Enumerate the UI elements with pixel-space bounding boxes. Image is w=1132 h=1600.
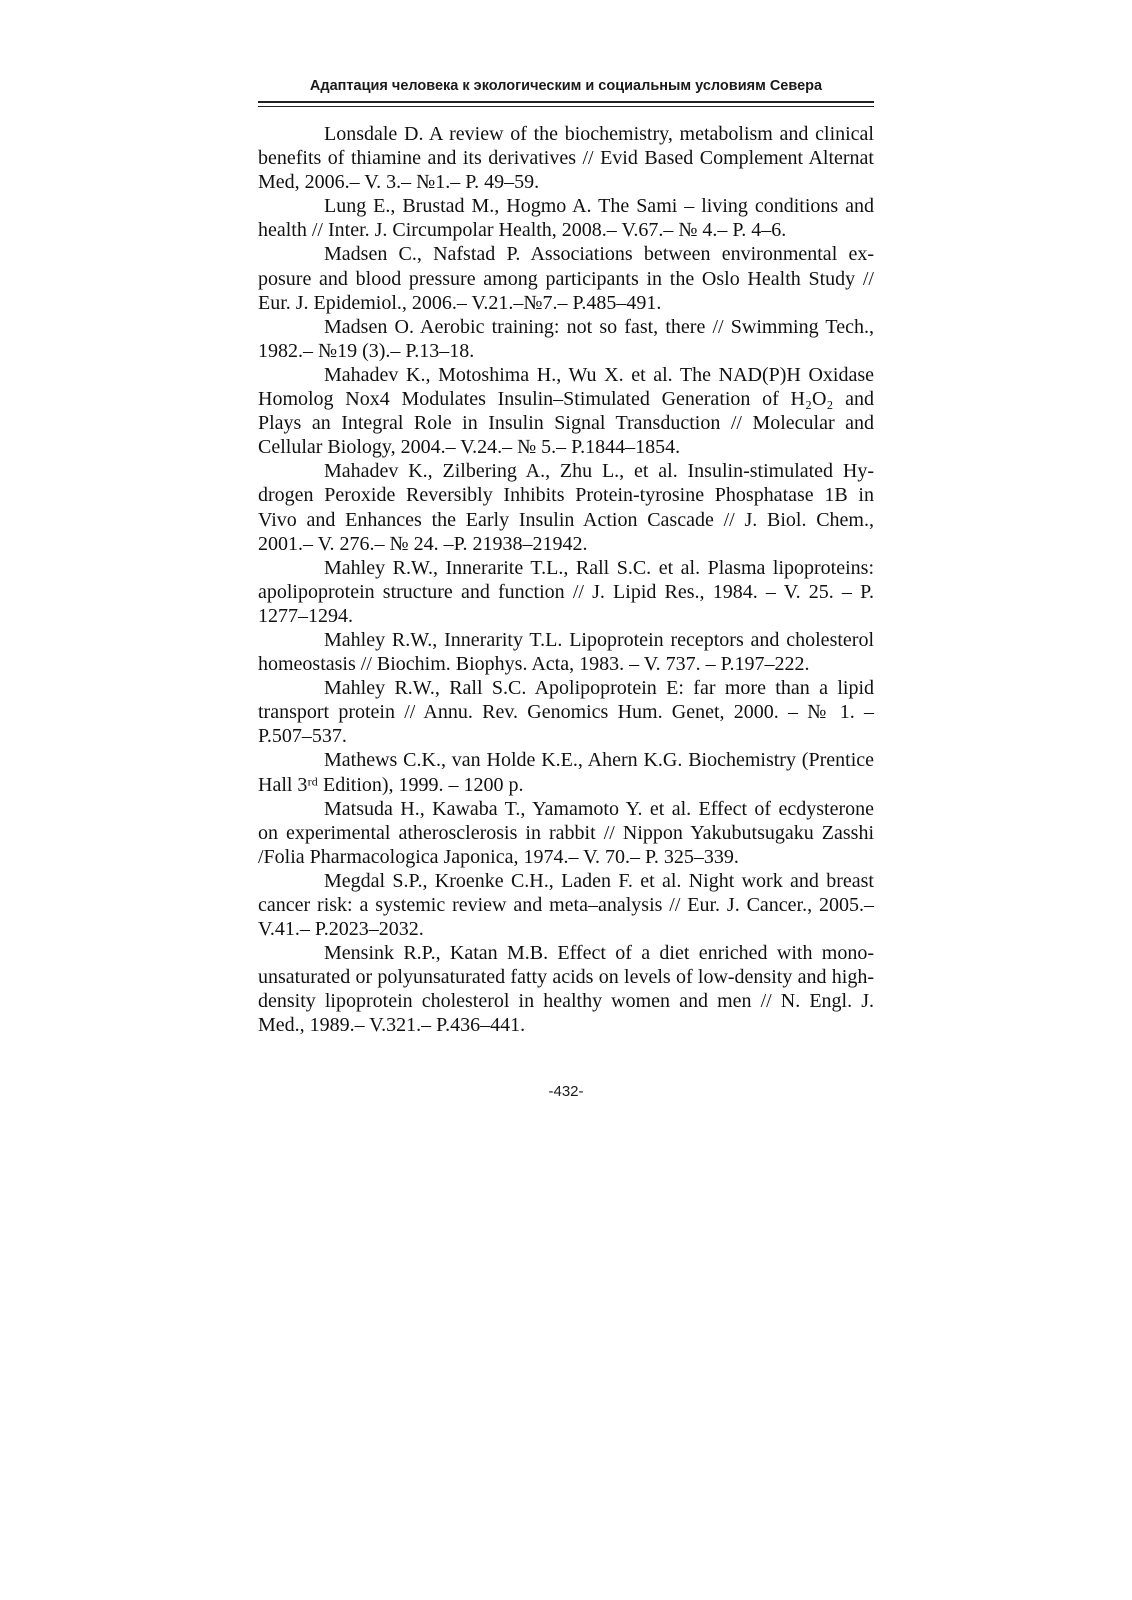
reference-entry: Lung E., Brustad M., Hogmo A. The Sami – living conditions and health // Inter. J. Circumpolar Health, 2008.– V.67.– № 4.– P. 4–6.	[258, 195, 874, 242]
reference-entry: Mahadev K., Zilbering A., Zhu L., et al. Insulin-stimulated Hydrogen Peroxide Reversibly Inhibits Protein-tyrosine Phosphatase 1B in Vivo and Enhances the Early Insulin Action Cascade // J. Biol. Chem., 2001.– V. 276.– № 24. –P. 21938–21942.	[258, 460, 874, 555]
reference-entry: Madsen C., Nafstad P. Associations between environmental exposure and blood pressure among participants in the Oslo Health Study // Eur. J. Epidemiol., 2006.– V.21.–№7.– P.485–491.	[258, 243, 874, 314]
header-rule-thick	[258, 101, 874, 103]
page-number: -432-	[548, 1083, 584, 1100]
reference-entry: Mahley R.W., Innerarity T.L. Lipoprotein receptors and cholesterol homeostasis // Biochim. Biophys. Acta, 1983. – V. 737. – P.197–222.	[258, 628, 874, 676]
reference-entry: Mahadev K., Motoshima H., Wu X. et al. The NAD(P)H Oxidase Homolog Nox4 Modulates Insulin–Stimulated Generation of H₂O₂ and Plays an Integral Role in Insulin Signal Transduction // Molecular and Cellular Biology, 2004.– V.24.– № 5.– P.1844–1854.	[258, 363, 874, 459]
reference-entry: Mahley R.W., Innerarite T.L., Rall S.C. et al. Plasma lipoproteins: apolipoprotein structure and function // J. Lipid Res., 1984. – V. 25. – P. 1277–1294.	[258, 556, 874, 627]
reference-entry: Mahley R.W., Rall S.C. Apolipoprotein E: far more than a lipid transport protein // Annu. Rev. Genomics Hum. Genet, 2000. – № 1. – P.507–537.	[258, 677, 874, 748]
reference-entry: Matsuda H., Kawaba T., Yamamoto Y. et al. Effect of ecdysterone on experimental atherosclerosis in rabbit // Nippon Yakubutsugaku Zasshi /Folia Pharmacologica Japonica, 1974.– V. 70.– P. 325–339.	[258, 797, 874, 868]
reference-entry: Mathews C.K., van Holde K.E., Ahern K.G. Biochemistry (Prentice Hall 3ʳᵈ Edition), 1999. – 1200 p.	[258, 749, 874, 796]
header-rule-thin	[258, 106, 874, 107]
reference-entry: Madsen O. Aerobic training: not so fast, there // Swimming Tech., 1982.– №19 (3).– P.13–18.	[258, 315, 874, 362]
reference-entry: Megdal S.P., Kroenke C.H., Laden F. et al. Night work and breast cancer risk: a systemic review and meta–analysis // Eur. J. Cancer., 2005.– V.41.– P.2023–2032.	[258, 869, 874, 941]
reference-entry: Mensink R.P., Katan M.B. Effect of a diet enriched with monounsaturated or polyunsaturated fatty acids on levels of low-density and high-density lipoprotein cholesterol in healthy women and men // N. Engl. J. Med., 1989.– V.321.– P.436–441.	[258, 942, 874, 1037]
reference-entry: Lonsdale D. A review of the biochemistry, metabolism and clinical benefits of thiamine and its derivatives // Evid Based Complement Alternat Med, 2006.– V. 3.– №1.– P. 49–59.	[258, 123, 874, 194]
running-header: Адаптация человека к экологическим и социальным условиям Севера	[309, 78, 823, 94]
reference-list	[258, 122, 874, 1038]
